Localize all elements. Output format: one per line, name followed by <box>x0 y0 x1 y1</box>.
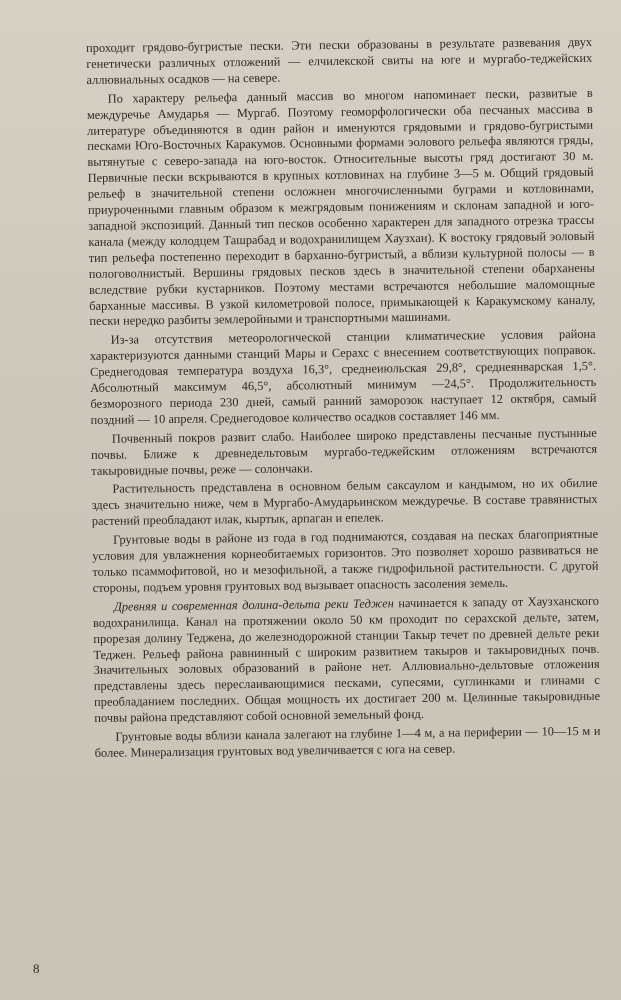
paragraph-tedzhen-text: начинается к западу от Хаузханского водохранилища. Канал на протяжении около 50 км проходит по серахской дельте, затем, прорезая долину Теджена, до железнодорожной станции Такыр течет по древней дельте реки Теджен. Рельеф района равнинный с широким развитием такыров и такыровидных почв. Значительных эоловых образований в районе нет. Аллювиально-дельтовые отложения представлены здесь переслаивающимися песками, супесями, суглинками и глинами с преобладанием последних. Общая мощность их достигает 200 м. Целинные такыровидные почвы района представляют собой основной земельный фонд. <box>93 593 601 726</box>
paragraph-relief: По характеру рельефа данный массив во многом напоминает пески, развитые в междуречье Амударья — Мургаб. Поэтому геоморфологически оба песчаных массива в литературе объединяются в один район и именуются грядовыми и грядово-бугристыми песками Юго-Восточных Каракумов. Основными формами эолового рельефа являются гряды, вытянутые с северо-запада на юго-восток. Относительные высоты гряд достигают 30 м. Первичные пески вскрываются в крупных котловинах на глубине 3—5 м. Общий грядовый рельеф в значительной степени осложнен многочисленными буграми и котловинами, приуроченными главным образом к межгрядовым понижениям и склонам западной и юго-западной экспозиций. Данный тип песков особенно характерен для западного отрезка трассы канала (между колодцем Ташрабад и водохранилищем Хаузхан). К востоку грядовый эоловый тип рельефа постепенно переходит в барханно-бугристый, а вблизи культурной полосы — в пологоволнистый. Вершины грядовых песков здесь в значительной степени обарханены вследствие рубки кустарников. Поэтому местами встречаются небольшие маломощные барханные массивы. В узкой километровой полосе, примыкающей к Каракумскому каналу, пески нередко разбиты землеройными и транспортными машинами. <box>86 85 596 329</box>
paragraph-climate: Из-за отсутствия метеорологической станции климатические условия района характеризуются данными станций Мары и Серахс с внесением соответствующих поправок. Среднегодовая температура воздуха 16,3°, среднеиюльская 29,8°, среднеянварская 1,5°. Абсолютный максимум 46,5°, абсолютный минимум —24,5°. Продолжительность безморозного периода 230 дней, самый ранний заморозок наступает 12 октября, самый поздний — 10 апреля. Среднегодовое количество осадков составляет 146 мм. <box>89 327 597 427</box>
body-text <box>86 35 601 765</box>
paragraph-groundwater-depth: Грунтовые воды вблизи канала залегают на глубине 1—4 м, а на периферии — 10—15 м и более. Минерализация грунтовых вод увеличивается с юга на север. <box>94 723 601 760</box>
paragraph-1: проходит грядово-бугристые пески. Эти пески образованы в результате развевания двух генетически различных отложений — елчилекской свиты на юге и мургабо-теджейских аллювиальных осадков — на севере. <box>86 34 593 87</box>
page-number: 8 <box>33 961 40 976</box>
paragraph-tedzhen <box>93 594 601 727</box>
paragraph-groundwater: Грунтовые воды в районе из года в год поднимаются, создавая на песках благоприятные условия для увлажнения корнеобитаемых горизонтов. Это позволяет хорошо развиваться не только псаммофитовой, но и мезофильной, а также гидрофильной растительности. С другой стороны, подъем уровня грунтовых вод вызывает опасность засоления земель. <box>92 526 599 595</box>
paragraph-vegetation: Растительность представлена в основном белым саксаулом и кандымом, но их обилие здесь значительно ниже, чем в Мургабо-Амударьинском междуречье. В составе травянистых растений преобладают илак, кыртык, арпаган и епелек. <box>91 476 598 529</box>
paragraph-soil: Почвенный покров развит слабо. Наиболее широко представлены песчаные пустынные почвы. Ближе к древнедельтовым мургабо-теджейским отложениям встречаются такыровидные почвы, реже — солончаки. <box>90 425 598 478</box>
section-heading-italic: Древняя и современная долина-дельта реки Теджен <box>113 596 394 614</box>
